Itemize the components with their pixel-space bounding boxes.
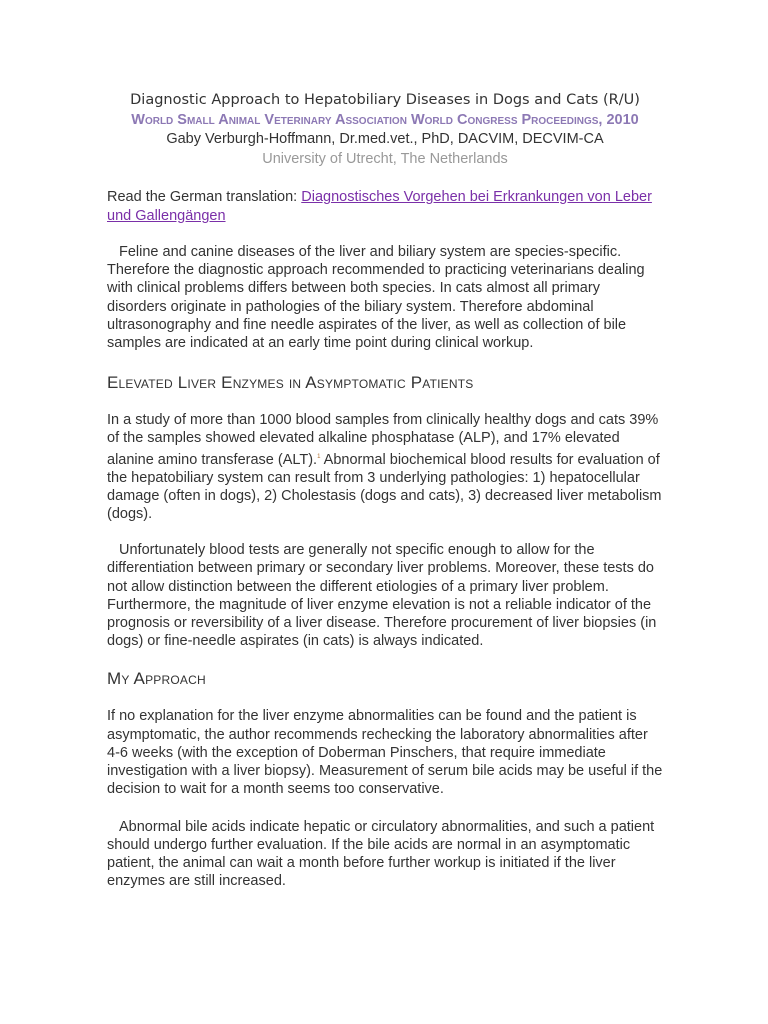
section2-paragraph-2: Abnormal bile acids indicate hepatic or circulatory abnormalities, and such a patient should undergo further evaluation. If the bile acids are normal in an asymptomatic patient, the animal can wait a month before further workup is initiated if the liver enzymes are still increased. — [107, 818, 655, 890]
translation-line — [107, 188, 663, 225]
proceedings-title: World Small Animal Veterinary Association World Congress Proceedings, 2010 — [131, 112, 639, 128]
document-title: Diagnostic Approach to Hepatobiliary Diseases in Dogs and Cats (R/U) — [130, 92, 640, 108]
section1-paragraph-1 — [107, 411, 663, 523]
section1-paragraph-2: Unfortunately blood tests are generally not specific enough to allow for the differentiation between primary or secondary liver problems. Moreover, these tests do not allow distinction between the different etiologies of a primary liver problem. Furthermore, the magnitude of liver enzyme elevation is not a reliable indicator of the prognosis or reversibility of a liver disease. Therefore procurement of liver biopsies (in dogs) or fine-needle aspirates (in cats) is always indicated. — [107, 542, 657, 650]
section-heading-my-approach: My Approach — [107, 669, 206, 689]
section-heading-elevated-liver-enzymes: Elevated Liver Enzymes in Asymptomatic Patients — [107, 373, 474, 393]
translation-prefix: Read the German translation: — [107, 189, 302, 205]
intro-paragraph: Feline and canine diseases of the liver and biliary system are species-specific. Therefore the diagnostic approach recommended to practicing veterinarians dealing with clinical problems differs between both species. In cats almost all primary disorders originate in pathologies of the biliary system. Therefore abdominal ultrasonography and fine needle aspirates of the liver, as well as collection of bile samples are indicated at an early time point during clinical workup. — [107, 244, 645, 352]
german-translation-link[interactable]: Diagnostisches Vorgehen bei Erkrankungen von Leber und Gallengängen — [107, 189, 652, 224]
section2-paragraph-1: If no explanation for the liver enzyme abnormalities can be found and the patient is asymptomatic, the author recommends rechecking the laboratory abnormalities after 4-6 weeks (with the exception of Doberman Pinschers, that require immediate investigation with a liver biopsy). Measurement of serum bile acids may be useful if the decision to wait for a month seems too conservative. — [107, 708, 663, 798]
section1-p1-text: In a study of more than 1000 blood samples from clinically healthy dogs and cats 39% of the samples showed elevated alkaline phosphatase (ALP), and 17% elevated alanine amino transferase (ALT). — [107, 412, 659, 468]
section1-p1-text-continued: Abnormal biochemical blood results for evaluation of the hepatobiliary system can result from 3 underlying pathologies: 1) hepatocellular damage (often in dogs), 2) Cholestasis (dogs and cats), 3) decreased liver metabolism (dogs). — [107, 451, 662, 523]
document-page — [107, 90, 663, 890]
author-line: Gaby Verburgh-Hoffmann, Dr.med.vet., PhD, DACVIM, DECVIM-CA — [166, 131, 604, 147]
affiliation-line: University of Utrecht, The Netherlands — [262, 151, 508, 167]
reference-marker[interactable]: 1 — [317, 453, 321, 460]
